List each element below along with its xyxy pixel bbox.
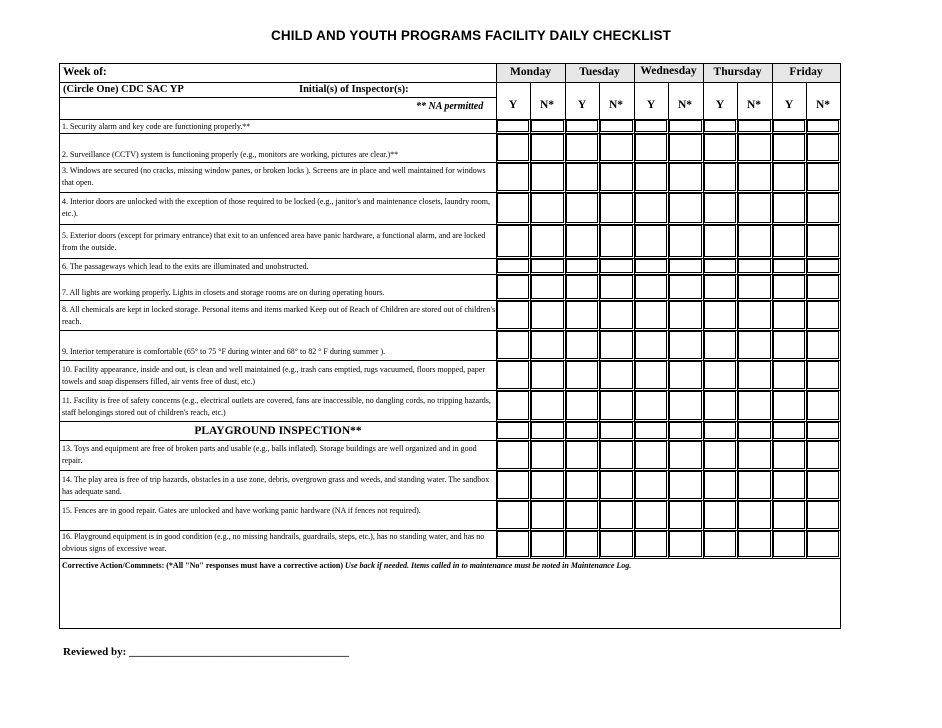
thursday-y-header: Y [715,99,725,111]
checkbox-cell[interactable] [774,226,804,256]
checkbox-cell[interactable] [739,392,770,419]
checkbox-cell[interactable] [567,260,597,272]
checkbox-cell[interactable] [739,362,770,388]
checkbox-cell[interactable] [636,302,666,328]
checkbox-cell[interactable] [498,226,528,256]
column-divider [530,82,531,558]
checkbox-cell[interactable] [670,532,701,556]
playground-heading: PLAYGROUND INSPECTION** [194,425,362,437]
checkbox-cell[interactable] [498,332,528,358]
row-divider [59,500,840,501]
checkbox-cell[interactable] [532,472,563,498]
checkbox-cell[interactable] [498,135,528,160]
friday-y-header: Y [784,99,794,111]
checkbox-cell[interactable] [670,276,701,298]
corrective-action-label: Corrective Action/Commnets: (*All "No" responses must have a corrective action) Use back if needed. Items called in to maintenance must be noted in Maintenance Log. [62,561,632,570]
checkbox-cell[interactable] [670,194,701,222]
circle-one-label: (Circle One) CDC SAC YP [63,84,184,95]
wednesday-y-header: Y [646,99,656,111]
tuesday-n-header: N* [608,99,624,111]
checkbox-cell[interactable] [739,164,770,190]
checkbox-cell[interactable] [567,362,597,388]
checkbox-cell[interactable] [532,121,563,131]
row-divider [59,330,840,331]
friday-n-header: N* [815,99,831,111]
checkbox-cell[interactable] [808,194,838,222]
checkbox-cell[interactable] [774,502,804,528]
checkbox-cell[interactable] [498,472,528,498]
column-divider [565,63,566,558]
checkbox-cell[interactable] [774,362,804,388]
reviewed-by-label: Reviewed by: ________________________________________ [63,646,349,658]
checkbox-cell[interactable] [636,135,666,160]
checkbox-cell[interactable] [739,532,770,556]
checkbox-cell[interactable] [636,442,666,468]
checkbox-cell[interactable] [739,135,770,160]
checkbox-cell[interactable] [532,135,563,160]
checklist-item-7: 7. All lights are working properly. Lights in closets and storage rooms are on during operating hours. [62,288,385,297]
checkbox-cell[interactable] [774,276,804,298]
checkbox-cell[interactable] [601,135,632,160]
checkbox-cell[interactable] [567,532,597,556]
checkbox-cell[interactable] [808,532,838,556]
day-header-wednesday: Wednesday [640,65,697,77]
checkbox-cell[interactable] [601,260,632,272]
checklist-item-9: 9. Interior temperature is comfortable (65° to 75 °F during winter and 68° to 82 ° F during summer ). [62,347,386,356]
checkbox-cell[interactable] [739,302,770,328]
checkbox-cell[interactable] [601,442,632,468]
checkbox-cell[interactable] [670,442,701,468]
checkbox-cell[interactable] [567,164,597,190]
week-of-label: Week of: [63,66,107,78]
checkbox-cell[interactable] [739,260,770,272]
playground-item-15: 15. Fences are in good repair. Gates are unlocked and have working panic hardware (NA if fences not required). [62,506,421,515]
checkbox-cell[interactable] [636,332,666,358]
checkbox-cell[interactable] [774,121,804,131]
checklist-item-5: 5. Exterior doors (except for primary entrance) that exit to an unfenced area have panic hardware, a functional alarm, and are locked from the outside. [62,231,486,252]
checkbox-cell[interactable] [532,442,563,468]
row-divider [59,440,840,441]
checkbox-cell[interactable] [636,472,666,498]
checkbox-cell[interactable] [739,226,770,256]
checklist-item-6: 6. The passageways which lead to the exits are illuminated and unobstructed. [62,262,309,271]
checkbox-cell[interactable] [636,532,666,556]
checkbox-cell[interactable] [636,226,666,256]
checkbox-cell[interactable] [532,423,563,438]
checkbox-cell[interactable] [601,332,632,358]
playground-item-14: 14. The play area is free of trip hazards, obstacles in a use zone, debris, overgrown grass and weeds, and standing water. The sandbox has adequate sand. [62,475,490,496]
checkbox-cell[interactable] [739,332,770,358]
checkbox-cell[interactable] [532,332,563,358]
checkbox-cell[interactable] [636,392,666,419]
checkbox-cell[interactable] [774,164,804,190]
checkbox-cell[interactable] [532,260,563,272]
checkbox-cell[interactable] [567,442,597,468]
checkbox-cell[interactable] [498,194,528,222]
monday-y-header: Y [508,99,518,111]
row-divider [59,258,840,259]
row-divider [59,82,840,83]
checkbox-cell[interactable] [670,135,701,160]
checkbox-cell[interactable] [636,194,666,222]
checkbox-cell[interactable] [601,362,632,388]
checkbox-cell[interactable] [808,362,838,388]
row-divider [59,300,840,301]
row-divider [59,530,840,531]
checkbox-cell[interactable] [498,121,528,131]
checkbox-cell[interactable] [567,276,597,298]
wednesday-n-header: N* [677,99,693,111]
checkbox-cell[interactable] [498,276,528,298]
checkbox-cell[interactable] [601,532,632,556]
checkbox-cell[interactable] [808,121,838,131]
checkbox-cell[interactable] [670,260,701,272]
checkbox-cell[interactable] [567,135,597,160]
checkbox-cell[interactable] [532,302,563,328]
checkbox-cell[interactable] [808,472,838,498]
checklist-item-1: 1. Security alarm and key code are functioning properly.** [62,122,251,131]
checkbox-cell[interactable] [636,502,666,528]
checkbox-cell[interactable] [774,302,804,328]
checkbox-cell[interactable] [774,392,804,419]
row-divider [59,274,840,275]
checkbox-cell[interactable] [532,164,563,190]
checkbox-cell[interactable] [532,532,563,556]
checklist-item-4: 4. Interior doors are unlocked with the exception of those required to be locked (e.g., janitor's and maintenance closets, laundry room, etc.). [62,197,490,218]
checkbox-cell[interactable] [774,472,804,498]
checkbox-cell[interactable] [601,472,632,498]
row-divider [59,224,840,225]
checkbox-cell[interactable] [601,121,632,131]
checkbox-cell[interactable] [670,472,701,498]
checkbox-cell[interactable] [774,194,804,222]
checkbox-cell[interactable] [739,502,770,528]
checkbox-cell[interactable] [532,276,563,298]
checkbox-cell[interactable] [532,194,563,222]
checkbox-cell[interactable] [601,194,632,222]
column-divider [703,63,704,558]
checkbox-cell[interactable] [567,502,597,528]
checkbox-cell[interactable] [739,423,770,438]
checkbox-cell[interactable] [705,276,735,298]
checkbox-cell[interactable] [705,532,735,556]
checkbox-cell[interactable] [774,135,804,160]
checkbox-cell[interactable] [808,260,838,272]
row-divider [59,133,840,134]
checkbox-cell[interactable] [774,532,804,556]
checkbox-cell[interactable] [808,164,838,190]
checkbox-cell[interactable] [498,392,528,419]
checklist-item-8: 8. All chemicals are kept in locked storage. Personal items and items marked Keep out of Reach of Children are stored out of children's reach. [62,305,496,326]
checkbox-cell[interactable] [705,135,735,160]
checklist-item-3: 3. Windows are secured (no cracks, missing window panes, or broken locks ). Screens are in place and well maintained for windows that open. [62,166,486,187]
column-divider [599,82,600,558]
checkbox-cell[interactable] [739,121,770,131]
corrective-action-note: Use back if needed. Items called in to maintenance must be noted in Maintenance Log. [345,561,632,570]
checkbox-cell[interactable] [532,226,563,256]
playground-item-13: 13. Toys and equipment are free of broken parts and usable (e.g., balls inflated). Storage buildings are well organized and in good repair. [62,444,477,465]
playground-item-16: 16. Playground equipment is in good condition (e.g., no missing handrails, guardrails, steps, etc.), has no standing water, and has no obvious signs of excessive wear. [62,532,485,553]
inspector-initials-label: Initial(s) of Inspector(s): [299,84,409,95]
checklist-item-2: 2. Surveillance (CCTV) system is functioning properly (e.g., monitors are working, pictures are clear.)** [62,150,399,159]
checkbox-cell[interactable] [739,276,770,298]
checkbox-cell[interactable] [670,362,701,388]
checkbox-cell[interactable] [567,302,597,328]
checkbox-cell[interactable] [601,276,632,298]
checkbox-cell[interactable] [774,260,804,272]
checkbox-cell[interactable] [498,362,528,388]
checkbox-cell[interactable] [498,302,528,328]
checkbox-cell[interactable] [774,423,804,438]
checkbox-cell[interactable] [670,502,701,528]
column-divider [668,82,669,558]
checkbox-cell[interactable] [705,226,735,256]
checkbox-cell[interactable] [808,135,838,160]
checkbox-cell[interactable] [636,164,666,190]
checkbox-cell[interactable] [705,392,735,419]
checklist-item-11: 11. Facility is free of safety concerns (e.g., electrical outlets are covered, fans are inaccessible, no dangling cords, no tripping hazards, staff belongings stored out of children's reach, etc.) [62,396,491,417]
checkbox-cell[interactable] [808,423,838,438]
checkbox-cell[interactable] [705,362,735,388]
checkbox-cell[interactable] [601,226,632,256]
monday-n-header: N* [539,99,555,111]
checkbox-cell[interactable] [705,260,735,272]
checkbox-cell[interactable] [739,472,770,498]
checkbox-cell[interactable] [567,392,597,419]
checkbox-cell[interactable] [498,164,528,190]
checkbox-cell[interactable] [808,442,838,468]
checkbox-cell[interactable] [601,392,632,419]
checkbox-cell[interactable] [808,392,838,419]
checkbox-cell[interactable] [808,302,838,328]
column-divider [634,63,635,558]
day-header-monday: Monday [510,66,551,78]
checkbox-cell[interactable] [636,260,666,272]
checkbox-cell[interactable] [498,442,528,468]
checkbox-cell[interactable] [636,362,666,388]
row-divider [59,192,840,193]
checkbox-cell[interactable] [567,332,597,358]
na-permitted-note: ** NA permitted [416,101,484,112]
checkbox-cell[interactable] [774,332,804,358]
checkbox-cell[interactable] [670,164,701,190]
checkbox-cell[interactable] [636,276,666,298]
row-divider [59,97,496,98]
checkbox-cell[interactable] [567,423,597,438]
checkbox-cell[interactable] [498,532,528,556]
checkbox-cell[interactable] [498,423,528,438]
checkbox-cell[interactable] [705,502,735,528]
checkbox-cell[interactable] [601,423,632,438]
tuesday-y-header: Y [577,99,587,111]
checkbox-cell[interactable] [705,442,735,468]
checkbox-cell[interactable] [498,260,528,272]
checkbox-cell[interactable] [774,442,804,468]
checkbox-cell[interactable] [601,302,632,328]
column-divider [737,82,738,558]
row-divider [59,390,840,391]
checkbox-cell[interactable] [705,472,735,498]
checkbox-cell[interactable] [739,194,770,222]
checkbox-cell[interactable] [601,164,632,190]
checkbox-cell[interactable] [567,194,597,222]
checkbox-cell[interactable] [670,121,701,131]
day-header-friday: Friday [789,66,823,78]
checkbox-cell[interactable] [808,226,838,256]
column-divider [806,82,807,558]
checkbox-cell[interactable] [670,302,701,328]
checkbox-cell[interactable] [670,332,701,358]
page-title: CHILD AND YOUTH PROGRAMS FACILITY DAILY CHECKLIST [271,28,671,43]
row-divider [59,119,840,120]
checkbox-cell[interactable] [705,164,735,190]
row-divider [59,558,840,559]
checkbox-cell[interactable] [498,502,528,528]
checkbox-cell[interactable] [567,121,597,131]
checkbox-cell[interactable] [705,423,735,438]
checkbox-cell[interactable] [567,472,597,498]
checklist-item-10: 10. Facility appearance, inside and out, is clean and well maintained (e.g., trash cans emptied, rugs vacuumed, floors mopped, paper towels and soap dispensers filled, air vents free of dust, etc.) [62,365,485,386]
day-header-thursday: Thursday [713,66,762,78]
checkbox-cell[interactable] [808,276,838,298]
checkbox-cell[interactable] [567,226,597,256]
checkbox-cell[interactable] [705,302,735,328]
checkbox-cell[interactable] [532,502,563,528]
checkbox-cell[interactable] [670,226,701,256]
thursday-n-header: N* [746,99,762,111]
checkbox-cell[interactable] [739,442,770,468]
checkbox-cell[interactable] [636,423,666,438]
checkbox-cell[interactable] [601,502,632,528]
checkbox-cell[interactable] [705,194,735,222]
row-divider [59,360,840,361]
column-divider [496,63,497,558]
checkbox-cell[interactable] [705,121,735,131]
row-divider [59,162,840,163]
checkbox-cell[interactable] [808,502,838,528]
column-divider [772,63,773,558]
row-divider [59,470,840,471]
checkbox-cell[interactable] [532,362,563,388]
day-header-tuesday: Tuesday [579,66,620,78]
checkbox-cell[interactable] [670,392,701,419]
row-divider [59,421,840,422]
checkbox-cell[interactable] [636,121,666,131]
checkbox-cell[interactable] [670,423,701,438]
checkbox-cell[interactable] [808,332,838,358]
checkbox-cell[interactable] [532,392,563,419]
checkbox-cell[interactable] [705,332,735,358]
